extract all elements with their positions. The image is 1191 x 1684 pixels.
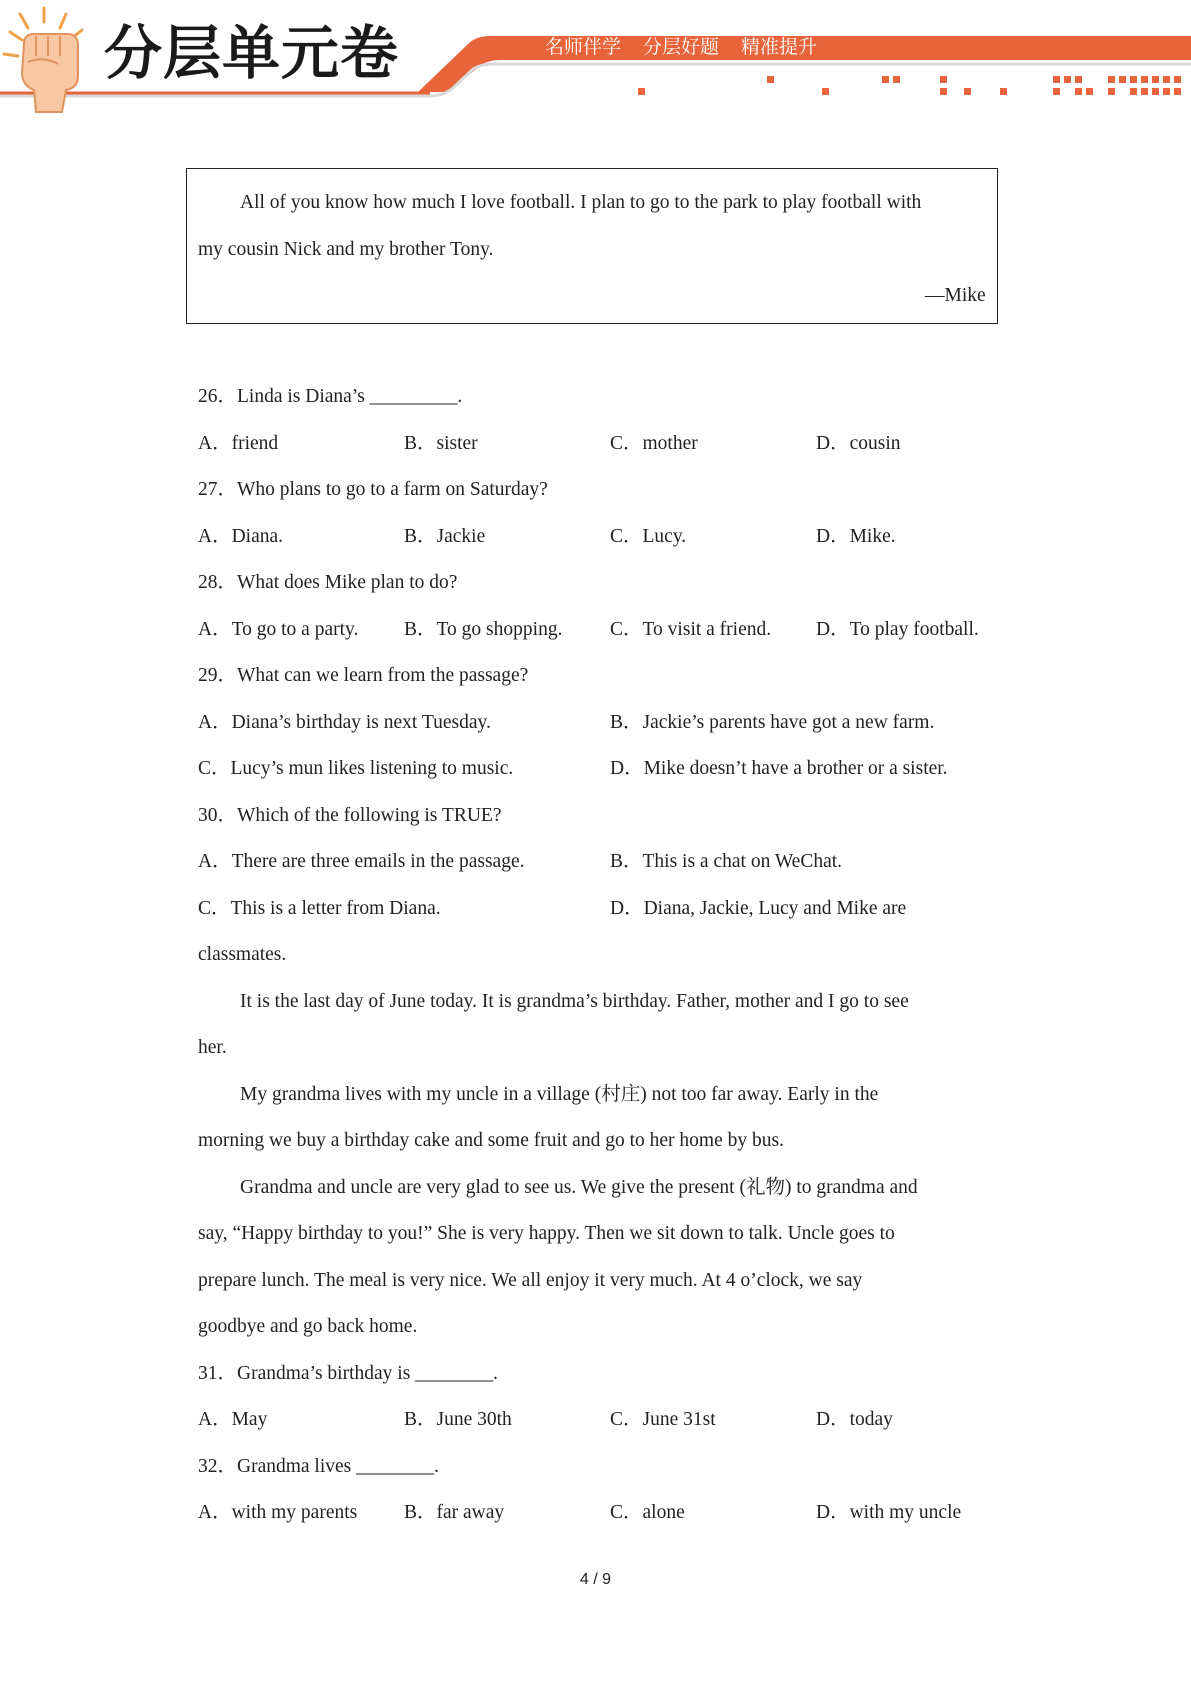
answer-option: A．Diana’s birthday is next Tuesday. xyxy=(198,712,491,733)
notice-line: my cousin Nick and my brother Tony. xyxy=(198,239,494,260)
passage-line: My grandma lives with my uncle in a village (村庄) not too far away. Early in the xyxy=(240,1084,879,1105)
raised-fist-icon xyxy=(0,0,100,115)
header-slogan xyxy=(545,34,817,60)
question-stem: 27．Who plans to go to a farm on Saturday? xyxy=(198,479,548,500)
slogan-item: 名师伴学 xyxy=(545,36,622,58)
notice-line: All of you know how much I love football. I plan to go to the park to play football with xyxy=(240,192,922,213)
answer-option: B．Jackie’s parents have got a new farm. xyxy=(610,712,935,733)
page-number: 4 / 9 xyxy=(579,1571,612,1588)
passage-line: morning we buy a birthday cake and some fruit and go to her home by bus. xyxy=(198,1130,784,1151)
answer-option: B．June 30th xyxy=(404,1409,512,1430)
page-header xyxy=(0,0,1191,120)
passage-line: goodbye and go back home. xyxy=(198,1316,418,1337)
answer-option: D．with my uncle xyxy=(816,1502,962,1523)
answer-option: D．Diana, Jackie, Lucy and Mike are xyxy=(610,898,907,919)
passage-line: prepare lunch. The meal is very nice. We all enjoy it very much. At 4 o’clock, we say xyxy=(198,1270,863,1291)
passage-line: It is the last day of June today. It is grandma’s birthday. Father, mother and I go to see xyxy=(240,991,909,1012)
answer-option: B．sister xyxy=(404,433,478,454)
answer-option: B．This is a chat on WeChat. xyxy=(610,851,843,872)
answer-option: B．Jackie xyxy=(404,526,486,547)
answer-option: D．today xyxy=(816,1409,893,1430)
answer-option: B．To go shopping. xyxy=(404,619,563,640)
brand-title: 分层单元卷 xyxy=(104,19,400,87)
answer-option: C．alone xyxy=(610,1502,685,1523)
answer-option: D．To play football. xyxy=(816,619,979,640)
answer-option-continuation: classmates. xyxy=(198,944,287,965)
question-stem: 26．Linda is Diana’s _________. xyxy=(198,386,463,407)
question-stem: 30．Which of the following is TRUE? xyxy=(198,805,502,826)
answer-option: A．May xyxy=(198,1409,268,1430)
answer-option: C．To visit a friend. xyxy=(610,619,772,640)
passage-line: say, “Happy birthday to you!” She is very happy. Then we sit down to talk. Uncle goes to xyxy=(198,1223,895,1244)
answer-option: A．Diana. xyxy=(198,526,284,547)
question-stem: 28．What does Mike plan to do? xyxy=(198,572,458,593)
answer-option: D．Mike doesn’t have a brother or a sister. xyxy=(610,758,948,779)
answer-option: C．This is a letter from Diana. xyxy=(198,898,441,919)
answer-option: A．with my parents xyxy=(198,1502,358,1523)
question-stem: 31．Grandma’s birthday is ________. xyxy=(198,1363,499,1384)
question-stem: 29．What can we learn from the passage? xyxy=(198,665,529,686)
question-stem: 32．Grandma lives ________. xyxy=(198,1456,440,1477)
passage-line: her. xyxy=(198,1037,227,1058)
answer-option: A．There are three emails in the passage. xyxy=(198,851,525,872)
answer-option: C．Lucy. xyxy=(610,526,687,547)
answer-option: A．friend xyxy=(198,433,279,454)
answer-option: A．To go to a party. xyxy=(198,619,359,640)
answer-option: C．Lucy’s mun likes listening to music. xyxy=(198,758,514,779)
answer-option: D．Mike. xyxy=(816,526,896,547)
answer-option: D．cousin xyxy=(816,433,901,454)
slogan-item: 分层好题 xyxy=(643,36,720,58)
answer-option: B．far away xyxy=(404,1502,505,1523)
passage-line: Grandma and uncle are very glad to see us. We give the present (礼物) to grandma and xyxy=(240,1177,918,1198)
notice-signature: —Mike xyxy=(925,285,986,306)
slogan-item: 精准提升 xyxy=(741,36,818,58)
answer-option: C．June 31st xyxy=(610,1409,716,1430)
answer-option: C．mother xyxy=(610,433,698,454)
